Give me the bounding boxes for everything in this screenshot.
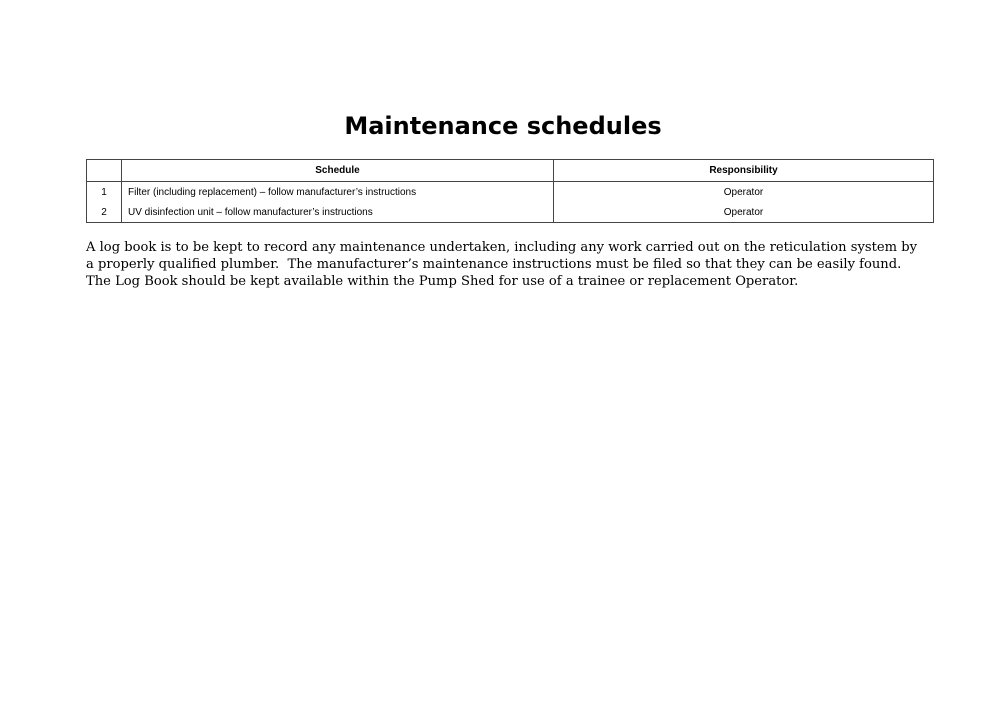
row-responsibility: Operator — [554, 202, 934, 223]
table-row — [87, 182, 934, 203]
header-number — [87, 160, 122, 182]
header-responsibility: Responsibility — [554, 160, 934, 182]
table-header-row — [87, 160, 934, 182]
log-book-paragraph: A log book is to be kept to record any maintenance undertaken, including any work carried out on the reticulation system by a properly qualified plumber. The manufacturer’s maintenance instructions must be filed so that they can be easily found. The Log Book should be kept available within the Pump Shed for use of a trainee or replacement Operator. — [86, 240, 922, 289]
row-number: 2 — [87, 202, 122, 223]
maintenance-schedule-table — [86, 159, 934, 223]
row-schedule: UV disinfection unit – follow manufacturer’s instructions — [122, 202, 554, 223]
row-schedule: Filter (including replacement) – follow manufacturer’s instructions — [122, 182, 554, 203]
header-schedule: Schedule — [122, 160, 554, 182]
table-row — [87, 202, 934, 223]
page-title: Maintenance schedules — [344, 112, 662, 140]
row-responsibility: Operator — [554, 182, 934, 203]
row-number: 1 — [87, 182, 122, 203]
